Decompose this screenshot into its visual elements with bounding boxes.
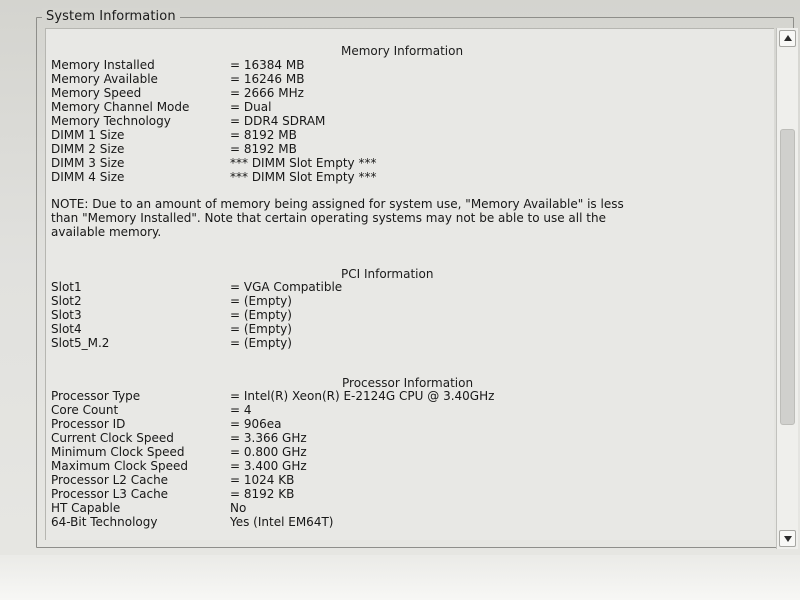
bottom-reflection-strip bbox=[0, 555, 800, 600]
ht-capable-label: HT Capable bbox=[51, 501, 121, 515]
slot5-m2-label: Slot5_M.2 bbox=[51, 336, 110, 350]
vertical-scrollbar[interactable] bbox=[776, 28, 798, 549]
slot2-value: = (Empty) bbox=[230, 294, 292, 308]
system-information-title: System Information bbox=[42, 8, 180, 25]
processor-l2-cache-value: = 1024 KB bbox=[230, 473, 295, 487]
dimm-1-size-label: DIMM 1 Size bbox=[51, 128, 125, 142]
memory-available-label: Memory Available bbox=[51, 72, 158, 86]
pci-information-heading: PCI Information bbox=[341, 267, 434, 281]
system-information-content bbox=[45, 28, 774, 540]
memory-channel-mode-label: Memory Channel Mode bbox=[51, 100, 190, 114]
dimm-4-size-value: *** DIMM Slot Empty *** bbox=[230, 170, 377, 184]
dimm-3-size-label: DIMM 3 Size bbox=[51, 156, 125, 170]
dimm-3-size-value: *** DIMM Slot Empty *** bbox=[230, 156, 377, 170]
processor-id-value: = 906ea bbox=[230, 417, 282, 431]
chevron-down-icon bbox=[784, 536, 792, 542]
slot4-value: = (Empty) bbox=[230, 322, 292, 336]
scroll-down-button[interactable] bbox=[779, 530, 796, 547]
core-count-value: = 4 bbox=[230, 403, 252, 417]
minimum-clock-speed-label: Minimum Clock Speed bbox=[51, 445, 185, 459]
memory-note-line-3: available memory. bbox=[51, 225, 162, 239]
memory-information-heading: Memory Information bbox=[341, 44, 464, 58]
memory-channel-mode-value: = Dual bbox=[230, 100, 272, 114]
slot2-label: Slot2 bbox=[51, 294, 82, 308]
memory-technology-label: Memory Technology bbox=[51, 114, 171, 128]
scroll-thumb[interactable] bbox=[780, 129, 795, 425]
processor-id-label: Processor ID bbox=[51, 417, 126, 431]
dimm-2-size-label: DIMM 2 Size bbox=[51, 142, 125, 156]
scroll-up-button[interactable] bbox=[779, 30, 796, 47]
slot1-label: Slot1 bbox=[51, 280, 82, 294]
processor-type-value: = Intel(R) Xeon(R) E-2124G CPU @ 3.40GHz bbox=[230, 389, 495, 403]
processor-l3-cache-label: Processor L3 Cache bbox=[51, 487, 169, 501]
slot1-value: = VGA Compatible bbox=[230, 280, 343, 294]
slot5-m2-value: = (Empty) bbox=[230, 336, 292, 350]
dimm-1-size-value: = 8192 MB bbox=[230, 128, 297, 142]
current-clock-speed-value: = 3.366 GHz bbox=[230, 431, 307, 445]
chevron-up-icon bbox=[784, 35, 792, 41]
memory-technology-value: = DDR4 SDRAM bbox=[230, 114, 326, 128]
memory-note-line-1: NOTE: Due to an amount of memory being assigned for system use, "Memory Available" is less bbox=[51, 197, 624, 211]
64-bit-technology-value: Yes (Intel EM64T) bbox=[230, 515, 334, 529]
slot3-value: = (Empty) bbox=[230, 308, 292, 322]
memory-speed-value: = 2666 MHz bbox=[230, 86, 304, 100]
memory-note-line-2: than "Memory Installed". Note that certain operating systems may not be able to use all the bbox=[51, 211, 606, 225]
processor-l2-cache-label: Processor L2 Cache bbox=[51, 473, 169, 487]
dimm-2-size-value: = 8192 MB bbox=[230, 142, 297, 156]
memory-installed-label: Memory Installed bbox=[51, 58, 155, 72]
slot3-label: Slot3 bbox=[51, 308, 82, 322]
processor-information-heading: Processor Information bbox=[342, 376, 474, 390]
processor-type-label: Processor Type bbox=[51, 389, 141, 403]
slot4-label: Slot4 bbox=[51, 322, 82, 336]
ht-capable-value: No bbox=[230, 501, 247, 515]
dimm-4-size-label: DIMM 4 Size bbox=[51, 170, 125, 184]
memory-speed-label: Memory Speed bbox=[51, 86, 142, 100]
maximum-clock-speed-label: Maximum Clock Speed bbox=[51, 459, 188, 473]
processor-l3-cache-value: = 8192 KB bbox=[230, 487, 295, 501]
current-clock-speed-label: Current Clock Speed bbox=[51, 431, 174, 445]
core-count-label: Core Count bbox=[51, 403, 119, 417]
minimum-clock-speed-value: = 0.800 GHz bbox=[230, 445, 307, 459]
memory-installed-value: = 16384 MB bbox=[230, 58, 305, 72]
64-bit-technology-label: 64-Bit Technology bbox=[51, 515, 158, 529]
memory-available-value: = 16246 MB bbox=[230, 72, 305, 86]
maximum-clock-speed-value: = 3.400 GHz bbox=[230, 459, 307, 473]
